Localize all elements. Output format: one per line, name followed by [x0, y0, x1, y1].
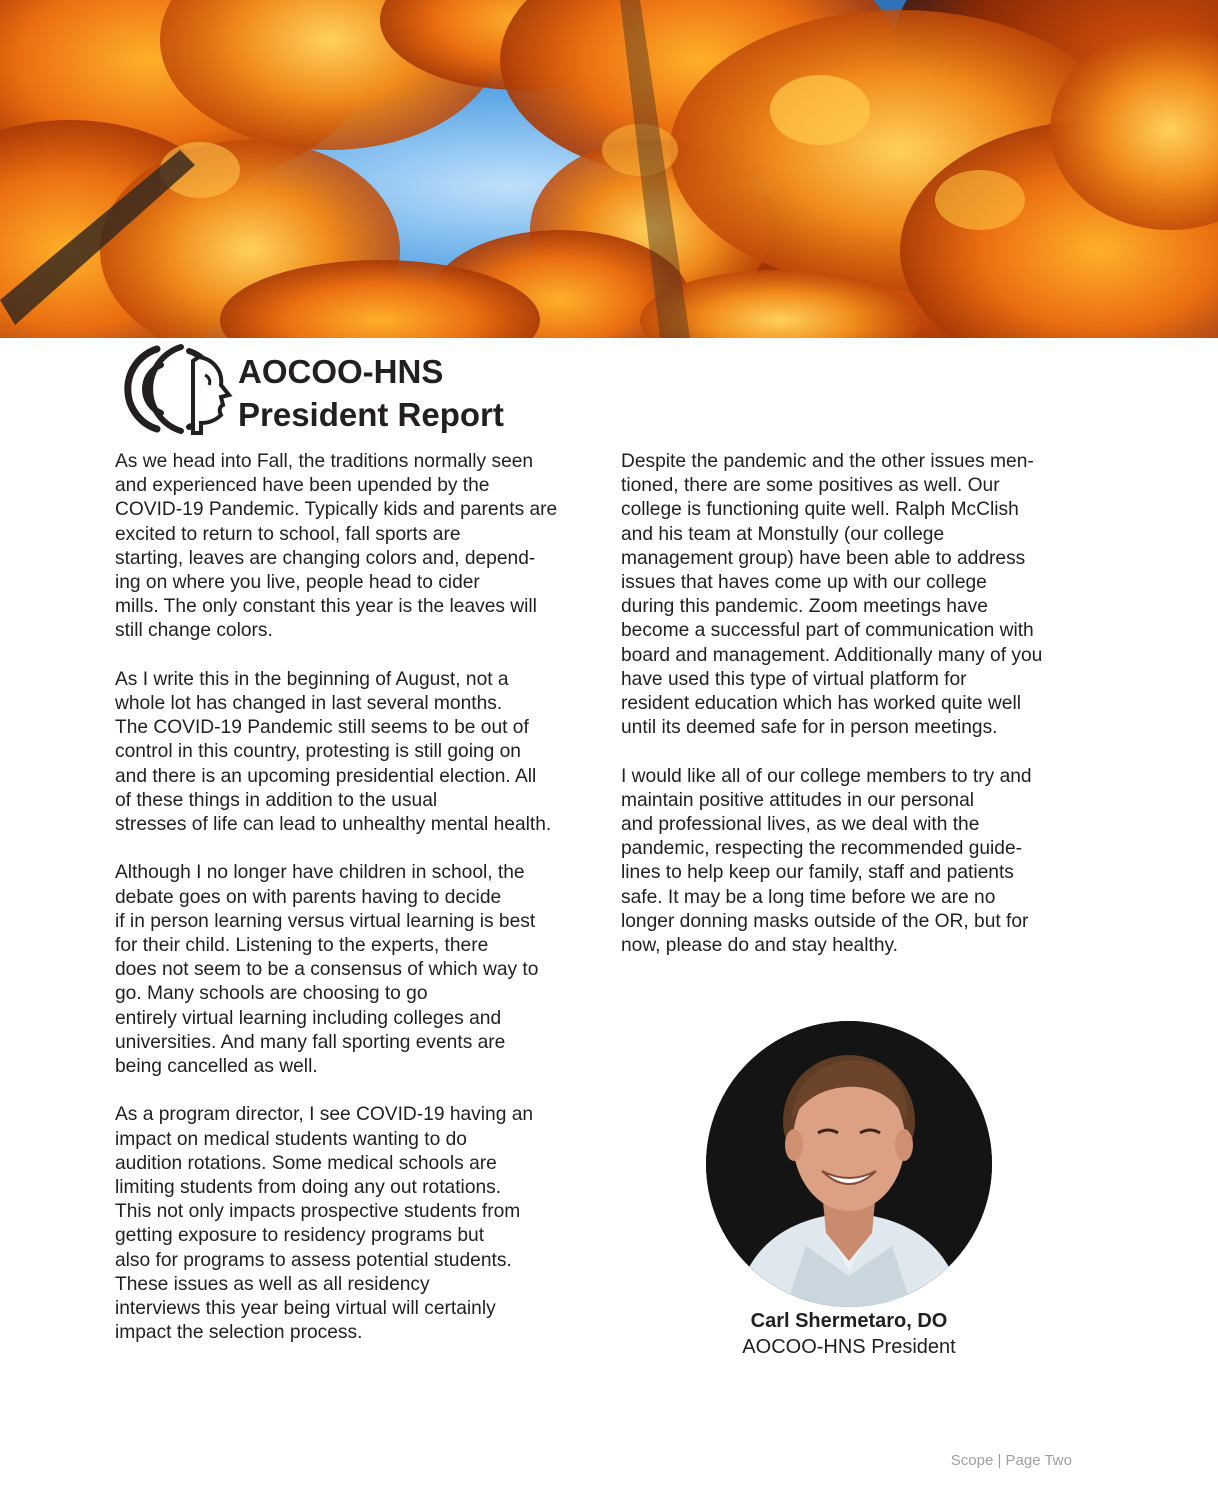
paragraph	[115, 1103, 590, 1345]
paragraph-line: control in this country, protesting is still going on	[115, 741, 521, 763]
paragraph-line: does not seem to be a consensus of which way to	[115, 959, 539, 981]
paragraph-line: ing on where you live, people head to cider	[115, 572, 480, 594]
paragraph-line: As I write this in the beginning of August, not a	[115, 668, 509, 690]
paragraph	[115, 668, 590, 837]
paragraph-line: and experienced have been upended by the	[115, 475, 490, 497]
aocoo-hns-logo	[113, 341, 237, 437]
paragraph-line: excited to return to school, fall sports are	[115, 523, 461, 545]
president-portrait-photo	[706, 1021, 992, 1307]
paragraph-line: The COVID-19 Pandemic still seems to be out of	[115, 717, 529, 739]
paragraph-line: debate goes on with parents having to decide	[115, 886, 502, 908]
paragraph-line: entirely virtual learning including colleges and	[115, 1007, 502, 1029]
paragraph-line: now, please do and stay healthy.	[621, 935, 898, 957]
paragraph	[115, 861, 590, 1079]
paragraph-line: resident education which has worked quite well	[621, 693, 1021, 715]
paragraph-line: until its deemed safe for in person meetings.	[621, 717, 998, 739]
paragraph	[621, 450, 1089, 740]
paragraph-line: for their child. Listening to the experts, there	[115, 935, 489, 957]
paragraph-line: management group) have been able to address	[621, 547, 1026, 569]
paragraph-line: whole lot has changed in last several months.	[115, 693, 503, 715]
president-role: AOCOO-HNS President	[742, 1336, 956, 1358]
paragraph-line: Despite the pandemic and the other issues men-	[621, 451, 1034, 472]
paragraph-line: interviews this year being virtual will certainly	[115, 1298, 496, 1320]
footer-separator: |	[997, 1452, 1002, 1469]
paragraph-line: college is functioning quite well. Ralph McClish	[621, 499, 1019, 521]
paragraph-line: Although I no longer have children in school, the	[115, 862, 525, 884]
paragraph-line: lines to help keep our family, staff and patients	[621, 862, 1014, 884]
article-column-left	[115, 450, 590, 1370]
paragraph-line: limiting students from doing any out rotations.	[115, 1177, 502, 1199]
article-column-right	[621, 450, 1089, 982]
paragraph-line: of these things in addition to the usual	[115, 789, 438, 811]
paragraph-line: being cancelled as well.	[115, 1056, 318, 1078]
paragraph-line: stresses of life can lead to unhealthy mental health.	[115, 814, 552, 836]
face-profile-icon	[113, 341, 237, 437]
paragraph-line: issues that haves come up with our college	[621, 572, 987, 594]
paragraph-line: impact on medical students wanting to do	[115, 1128, 467, 1150]
paragraph-line: have used this type of virtual platform for	[621, 668, 967, 690]
paragraph-line: COVID-19 Pandemic. Typically kids and parents are	[115, 499, 558, 521]
page-title	[238, 350, 504, 436]
paragraph-line: This not only impacts prospective students from	[115, 1201, 521, 1223]
paragraph-line: during this pandemic. Zoom meetings have	[621, 596, 988, 618]
president-name: Carl Shermetaro, DO	[750, 1310, 948, 1332]
paragraph-line: tioned, there are some positives as well. Our	[621, 475, 1000, 497]
paragraph-line: become a successful part of communication with	[621, 620, 1034, 642]
footer-page-number: Page Two	[1005, 1452, 1072, 1469]
paragraph-line: and there is an upcoming presidential election. All	[115, 765, 537, 787]
portrait-caption	[704, 1308, 994, 1360]
paragraph-line: and professional lives, as we deal with the	[621, 814, 980, 836]
paragraph-line: maintain positive attitudes in our personal	[621, 789, 975, 811]
paragraph-line: and his team at Monstully (our college	[621, 523, 945, 545]
hero-autumn-canopy-photo	[0, 0, 1218, 338]
portrait-illustration	[706, 1021, 992, 1307]
paragraph-line: getting exposure to residency programs but	[115, 1225, 485, 1247]
paragraph-line: board and management. Additionally many of you	[621, 644, 1043, 666]
paragraph-line: As a program director, I see COVID-19 having an	[115, 1104, 534, 1126]
canopy-illustration	[0, 0, 1218, 338]
title-line-org: AOCOO-HNS	[238, 353, 444, 390]
paragraph-line: safe. It may be a long time before we are no	[621, 886, 996, 908]
paragraph-line: go. Many schools are choosing to go	[115, 983, 428, 1005]
paragraph-line: audition rotations. Some medical schools are	[115, 1152, 497, 1174]
paragraph-line: universities. And many fall sporting events are	[115, 1031, 506, 1053]
title-line-report: President Report	[238, 396, 504, 433]
paragraph-line: pandemic, respecting the recommended guide-	[621, 838, 1023, 860]
page-footer	[951, 1452, 1072, 1469]
paragraph-line: starting, leaves are changing colors and, depend-	[115, 547, 536, 569]
paragraph-line: also for programs to assess potential students.	[115, 1249, 512, 1271]
paragraph-line: I would like all of our college members to try and	[621, 765, 1032, 787]
paragraph-line: if in person learning versus virtual learning is best	[115, 910, 536, 932]
footer-publication: Scope	[950, 1452, 994, 1469]
paragraph-line: still change colors.	[115, 620, 273, 642]
paragraph-line: As we head into Fall, the traditions normally seen	[115, 451, 534, 472]
paragraph-line: These issues as well as all residency	[115, 1273, 430, 1295]
paragraph-line: impact the selection process.	[115, 1322, 363, 1344]
paragraph-line: mills. The only constant this year is the leaves will	[115, 596, 537, 618]
paragraph	[115, 450, 590, 644]
paragraph-line: longer donning masks outside of the OR, but for	[621, 910, 1029, 932]
paragraph	[621, 765, 1089, 959]
